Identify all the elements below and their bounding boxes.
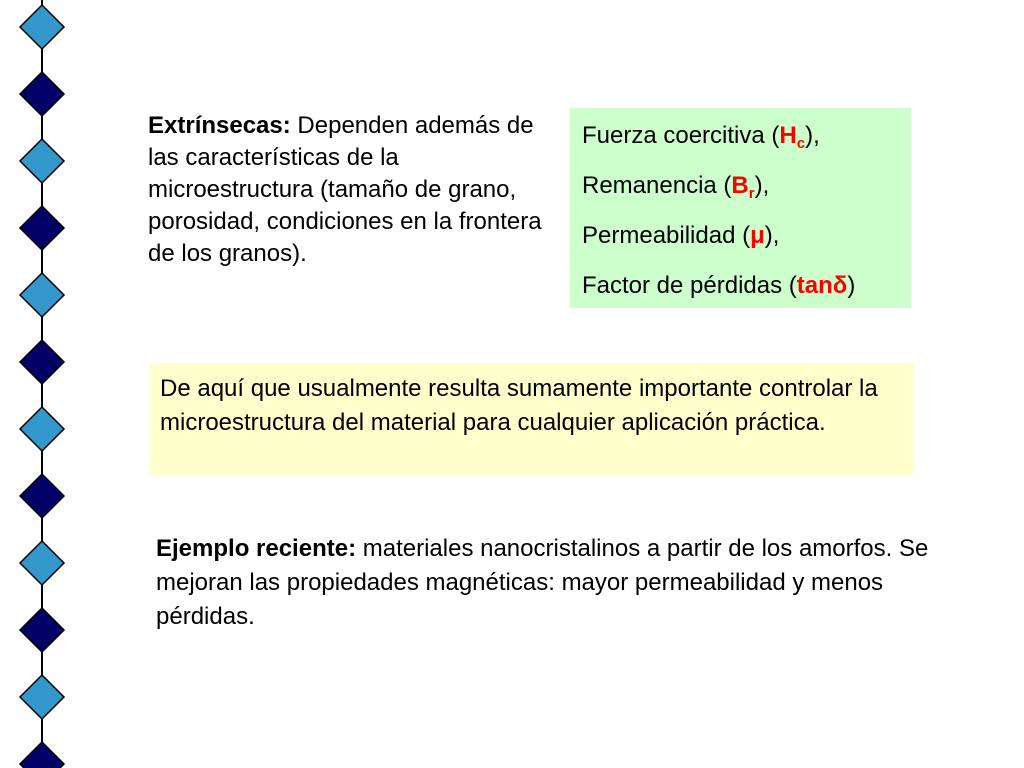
remanence-end: ),: [754, 172, 770, 199]
example-term: Ejemplo reciente:: [156, 535, 357, 562]
diamond-shape: [20, 206, 64, 250]
property-coercive-force: [582, 120, 820, 160]
conclusion-text: De aquí que usualmente resulta sumamente importante controlar la microestructura del material para cualquier aplicación práctica.: [160, 375, 878, 436]
properties-box: [570, 108, 911, 308]
loss-label: Factor de pérdidas (: [582, 272, 797, 299]
coercive-subscript: c: [796, 135, 806, 152]
coercive-symbol: H: [779, 122, 797, 149]
extrinsic-term: Extrínsecas:: [148, 112, 291, 139]
permeability-label: Permeabilidad (: [582, 222, 751, 249]
diamond-shape: [20, 139, 64, 183]
example-text: materiales nanocristalinos a partir de los amorfos. Se mejoran las propiedades magnéticas: mayor permeabilidad y menos pérdidas.: [156, 535, 929, 630]
remanence-subscript: r: [748, 185, 755, 202]
conclusion-box: [150, 363, 913, 475]
diamond-shape: [20, 742, 64, 768]
permeability-end: ),: [764, 222, 780, 249]
diamond-shape: [20, 541, 64, 585]
diamond-shape: [20, 340, 64, 384]
remanence-label: Remanencia (: [582, 172, 732, 199]
property-loss-factor: [582, 270, 855, 302]
diamond-chain-decoration: [0, 0, 90, 768]
diamond-shape: [20, 474, 64, 518]
loss-symbol: tanδ: [796, 272, 848, 299]
diamond-shape: [20, 407, 64, 451]
extrinsic-paragraph: [148, 110, 548, 270]
permeability-symbol: μ: [750, 222, 765, 249]
loss-end: ): [847, 272, 856, 299]
diamond-shape: [20, 675, 64, 719]
extrinsic-text: Dependen además de las características de la microestructura (tamaño de grano, porosidad, condiciones en la frontera de los granos).: [148, 112, 542, 267]
property-remanence: [582, 170, 769, 210]
coercive-label: Fuerza coercitiva (: [582, 122, 780, 149]
diamond-shape: [20, 608, 64, 652]
property-permeability: [582, 220, 779, 252]
diamond-shape: [20, 72, 64, 116]
diamond-shape: [20, 273, 64, 317]
diamond-shape: [20, 5, 64, 49]
example-paragraph: [156, 532, 946, 634]
remanence-symbol: B: [731, 172, 749, 199]
coercive-end: ),: [805, 122, 820, 149]
